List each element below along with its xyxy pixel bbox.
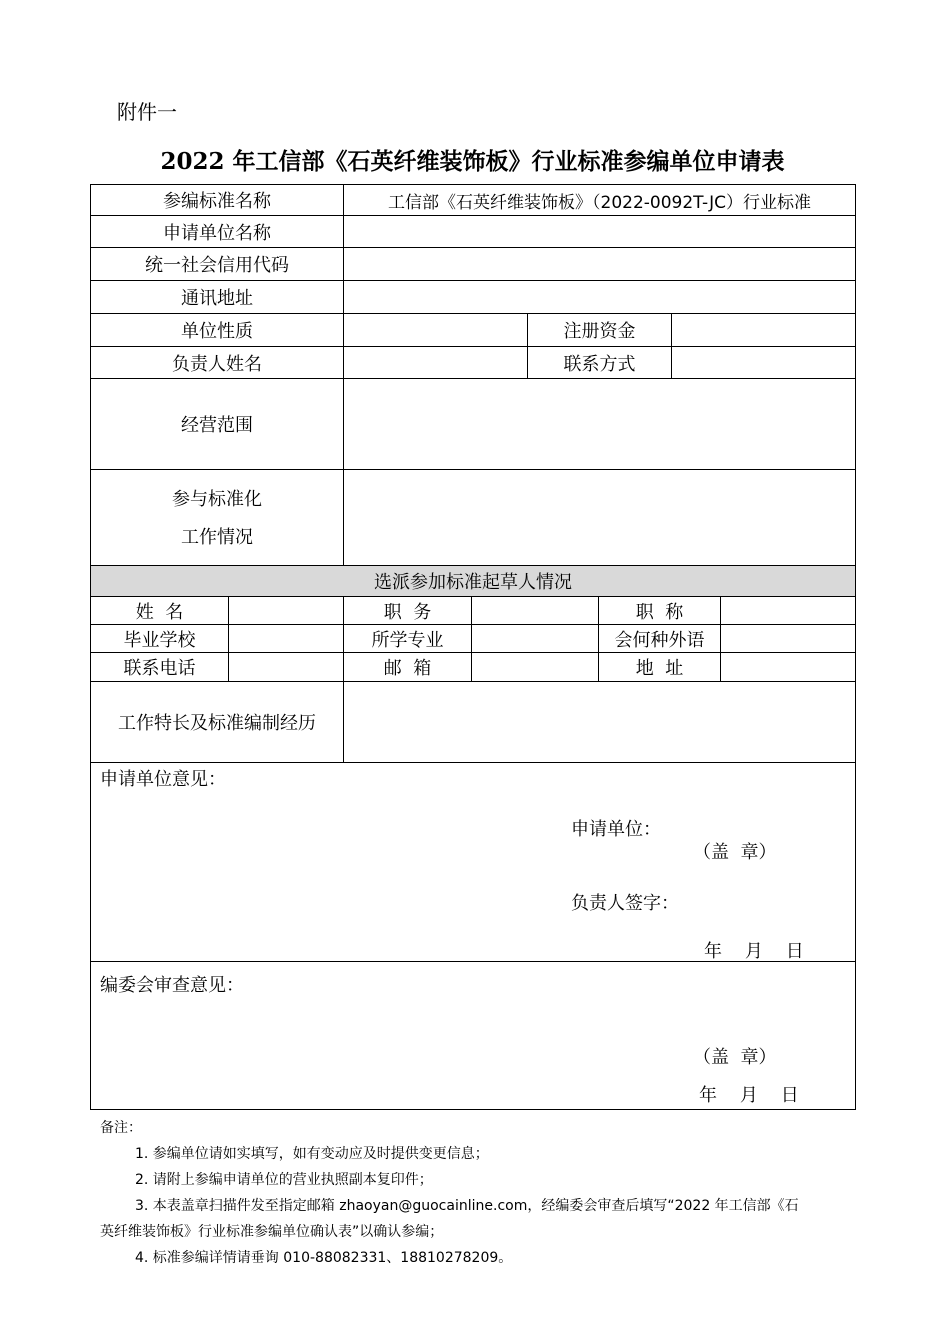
credit-code-field[interactable] (344, 248, 855, 280)
unit-name-field[interactable] (344, 216, 855, 247)
std-participation-label-line2: 工作情况 (181, 527, 253, 548)
committee-opinion-label: 编委会审查意见： (100, 975, 244, 996)
std-participation-field[interactable] (344, 470, 855, 565)
standard-name-value: 工信部《石英纤维装饰板》（2022-0092T-JC）行业标准 (388, 192, 811, 213)
contact-field[interactable] (672, 347, 855, 378)
expertise-field[interactable] (344, 682, 855, 762)
notes-section (100, 1115, 870, 1271)
note-item: 4. 标准参编详情请垂询 010-88082331、18810278209。 (135, 1250, 513, 1266)
signer-label: 负责人签字： (571, 893, 679, 914)
name-field[interactable] (229, 597, 343, 624)
applicant-unit-label: 申请单位： (571, 819, 661, 840)
committee-seal-text: （盖 章） (693, 1047, 777, 1068)
registered-capital-field[interactable] (672, 314, 855, 346)
form-title: 2022 年工信部《石英纤维装饰板》行业标准参编单位申请表 (160, 148, 785, 175)
standard-name-label: 参编标准名称 (163, 191, 271, 212)
position-label: 职 务 (383, 601, 432, 623)
language-field[interactable] (721, 625, 855, 652)
unit-nature-label: 单位性质 (181, 321, 253, 342)
date-text: 年 月 日 (704, 941, 804, 962)
major-field[interactable] (472, 625, 598, 652)
applicant-opinion-label: 申请单位意见： (100, 769, 226, 790)
leader-name-label: 负责人姓名 (172, 353, 262, 375)
address-label: 通讯地址 (181, 288, 253, 309)
phone-label: 联系电话 (123, 658, 196, 679)
note-item: 3. 本表盖章扫描件发至指定邮箱 zhaoyan@guocainline.com，经编委会审查后填写“2022 年工信部《石 (135, 1198, 799, 1214)
row-divider (91, 762, 855, 763)
registered-capital-label: 注册资金 (563, 321, 636, 342)
business-scope-field[interactable] (344, 379, 855, 469)
address-field[interactable] (344, 281, 855, 313)
language-label: 会何种外语 (614, 629, 705, 651)
credit-code-label: 统一社会信用代码 (145, 255, 289, 276)
major-label: 所学专业 (371, 629, 444, 651)
committee-date-text: 年 月 日 (699, 1085, 799, 1106)
contact-label: 联系方式 (563, 353, 636, 375)
unit-nature-field[interactable] (344, 314, 527, 346)
addr-label: 地 址 (635, 658, 684, 679)
title-label: 职 称 (635, 601, 684, 623)
notes-heading: 备注： (100, 1120, 142, 1136)
email-field[interactable] (472, 653, 598, 681)
note-item-continuation: 英纤维装饰板》行业标准参编单位确认表”以确认参编； (100, 1224, 444, 1240)
school-label: 毕业学校 (123, 629, 196, 651)
leader-name-field[interactable] (344, 347, 527, 378)
name-label: 姓 名 (135, 601, 184, 623)
business-scope-label: 经营范围 (181, 415, 253, 436)
email-label: 邮 箱 (383, 658, 432, 679)
note-item: 2. 请附上参编申请单位的营业执照副本复印件； (135, 1172, 433, 1188)
school-field[interactable] (229, 625, 343, 652)
phone-field[interactable] (229, 653, 343, 681)
application-form-table (90, 184, 856, 1110)
note-item: 1. 参编单位请如实填写，如有变动应及时提供变更信息； (135, 1146, 489, 1162)
unit-name-label: 申请单位名称 (163, 222, 271, 244)
std-participation-label-line1: 参与标准化 (172, 489, 262, 510)
position-field[interactable] (472, 597, 598, 624)
title-field[interactable] (721, 597, 855, 624)
seal-text: （盖 章） (693, 842, 777, 863)
addr-field[interactable] (721, 653, 855, 681)
drafter-section-header: 选派参加标准起草人情况 (374, 572, 572, 593)
attachment-label: 附件一 (117, 100, 177, 124)
expertise-label: 工作特长及标准编制经历 (118, 713, 316, 734)
